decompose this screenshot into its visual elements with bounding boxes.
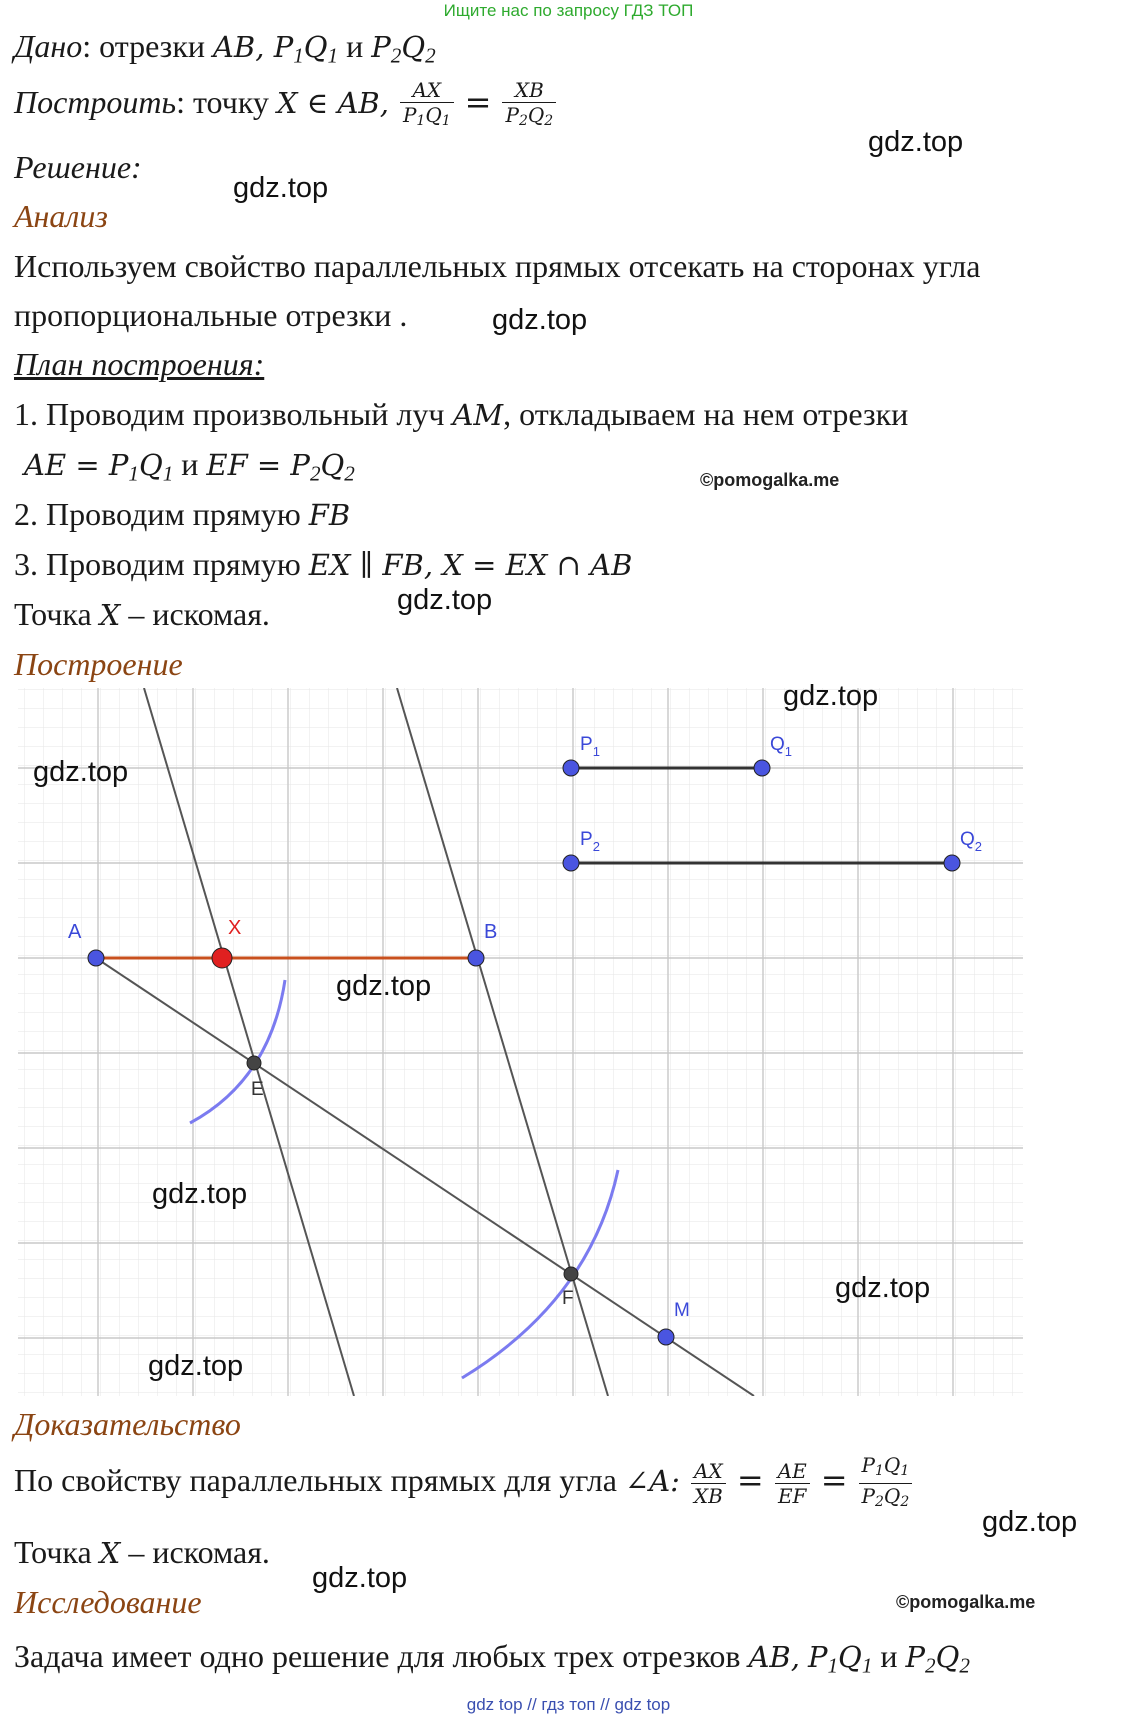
label-f: F	[562, 1288, 574, 1309]
label-m: M	[674, 1300, 690, 1321]
point-p1	[563, 760, 579, 776]
top-banner[interactable]: Ищите нас по запросу ГДЗ ТОП	[443, 1, 694, 20]
label-p1: $P_1$	[580, 734, 600, 759]
plan-heading: План построения:	[14, 346, 265, 382]
watermark-3: gdz.top	[492, 304, 588, 336]
watermark-6: gdz.top	[33, 756, 129, 788]
watermark-11: gdz.top	[982, 1506, 1078, 1538]
label-e: E	[251, 1079, 264, 1100]
label-p2: $P_2$	[580, 829, 600, 854]
proof-frac-ax-xb: $\frac{AX}{XB}$	[691, 1459, 726, 1508]
step-1-line-2: AE = $P_1Q_1$ и EF = $P_2Q_2$	[24, 446, 355, 486]
watermark-2: gdz.top	[233, 172, 329, 204]
label-q1: $Q_1$	[770, 734, 793, 759]
point-e	[247, 1056, 261, 1070]
proof-frac-p1q1-p2q2: $\frac{P_1Q_1}{P_2Q_2}$	[859, 1453, 913, 1514]
step-3: 3. Проводим прямую EX ∥ FB, X = EX ∩ AB	[14, 546, 633, 582]
watermark-4: gdz.top	[397, 584, 493, 616]
watermark-10: gdz.top	[148, 1350, 244, 1382]
bottom-banner[interactable]: gdz top // гдз топ // gdz top	[466, 1695, 671, 1714]
construct-line: Построить: точку X ∈ AB, $\frac{AX}{P_1Q_1}$ = $\frac{XB}{P_2Q_2}$	[14, 74, 559, 133]
ratio-xb-p2q2: $\frac{XB}{P_2Q_2}$	[502, 78, 556, 133]
watermark-12: gdz.top	[312, 1562, 408, 1594]
analysis-line-1: Используем свойство параллельных прямых отсекать на сторонах угла	[14, 248, 981, 284]
research-line: Задача имеет одно решение для любых трех отрезков AB, $P_1Q_1$ и $P_2Q_2$	[14, 1638, 970, 1678]
step-2: 2. Проводим прямую FB	[14, 496, 351, 532]
label-b: B	[484, 921, 498, 943]
proof-frac-ae-ef: $\frac{AE}{EF}$	[775, 1459, 810, 1508]
watermark-8: gdz.top	[152, 1178, 248, 1210]
proof-heading: Доказательство	[14, 1406, 241, 1442]
point-q2	[944, 855, 960, 871]
given-line: Дано: отрезки AB, $P_1Q_1$ и $P_2Q_2$	[14, 28, 436, 68]
research-heading: Исследование	[14, 1584, 202, 1620]
label-a: A	[68, 921, 82, 943]
point-a	[88, 950, 104, 966]
point-q1	[754, 760, 770, 776]
point-m	[658, 1329, 674, 1345]
point-p2	[563, 855, 579, 871]
construction-heading: Построение	[14, 646, 183, 682]
label-q2: $Q_2$	[960, 829, 983, 854]
watermark-5: gdz.top	[783, 680, 879, 712]
solution-label: Решение:	[14, 149, 142, 185]
pomogalka-mark-2: ©pomogalka.me	[896, 1592, 1036, 1612]
point-x	[212, 948, 232, 968]
watermark-7: gdz.top	[336, 970, 432, 1002]
point-b	[468, 950, 484, 966]
proof-line: По свойству параллельных прямых для угла ∠A: $\frac{AX}{XB}$ = $\frac{AE}{EF}$ = $\frac{P_1Q_1}{P_2Q_2}$	[14, 1450, 915, 1514]
proof-conclusion: Точка X – искомая.	[14, 1534, 270, 1570]
step-1-line-1: 1. Проводим произвольный луч AM, откладываем на нем отрезки	[14, 396, 909, 432]
watermark-1: gdz.top	[868, 126, 964, 158]
label-x: X	[228, 917, 242, 939]
point-sought: Точка X – искомая.	[14, 596, 270, 632]
ratio-ax-p1q1: $\frac{AX}{P_1Q_1}$	[400, 78, 454, 133]
analysis-heading: Анализ	[14, 198, 108, 234]
analysis-line-2: пропорциональные отрезки .	[14, 297, 408, 333]
point-f	[564, 1267, 578, 1281]
pomogalka-mark-1: ©pomogalka.me	[700, 470, 840, 490]
watermark-9: gdz.top	[835, 1272, 931, 1304]
